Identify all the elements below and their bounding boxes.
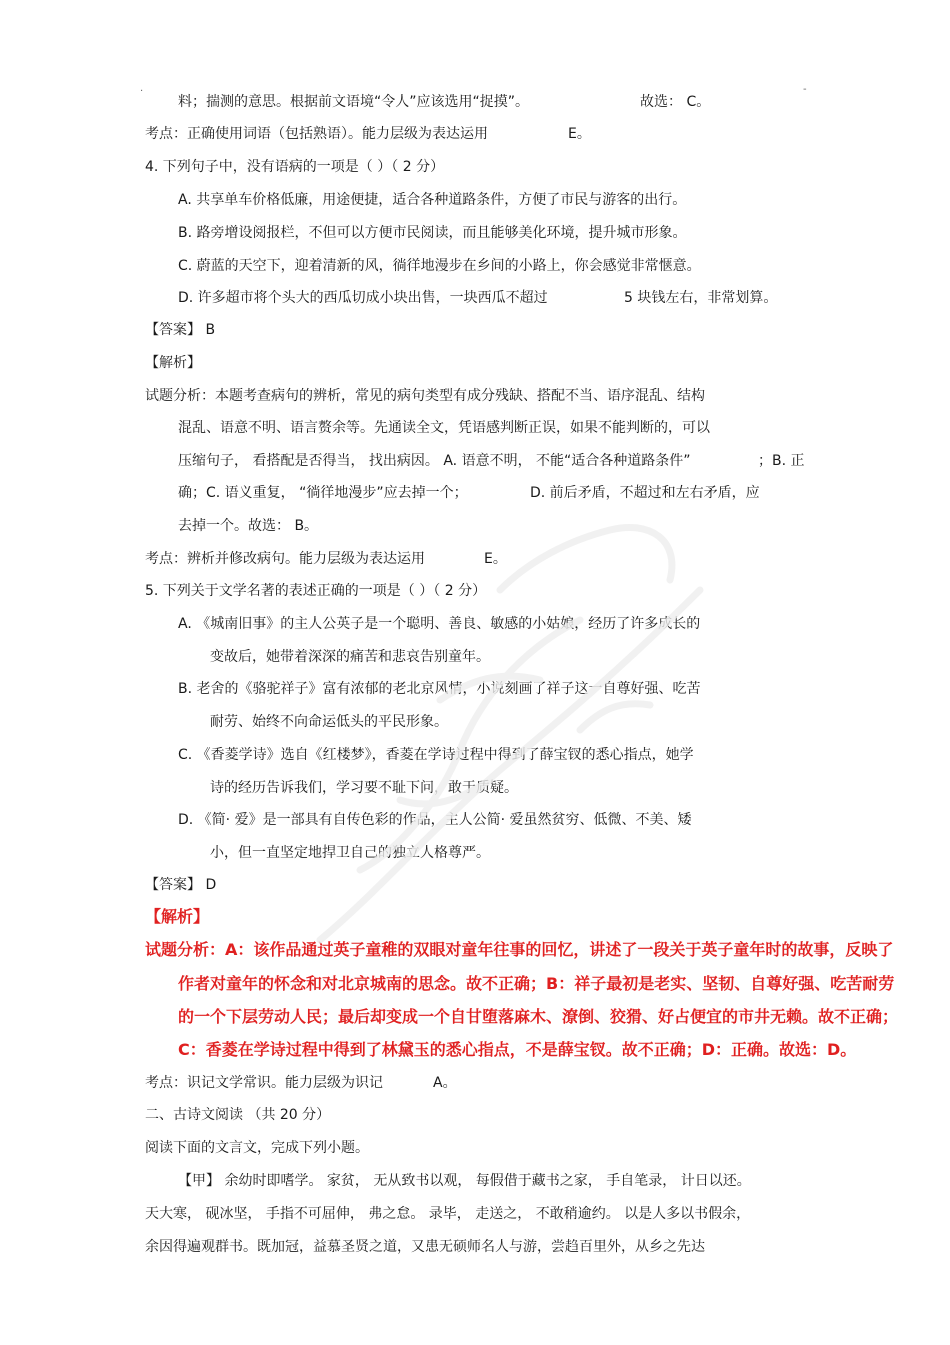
question-5-option-d-cont: 小，但一直坚定地捍卫自己的独立人格尊严。	[210, 845, 490, 861]
analysis-4-line-2: 混乱、语意不明、语言赘余等。先通读全文，凭语感判断正误，如果不能判断的，可以	[178, 420, 710, 436]
prev-explanation-line: 料；揣测的意思。根据前文语境“令人”应该选用“捉摸”。	[178, 94, 530, 110]
kaodian-5-level: A。	[433, 1075, 457, 1091]
analysis-4-line-4-tail: D. 前后矛盾，不超过和左右矛盾，应	[530, 485, 760, 501]
question-5-option-a: A. 《城南旧事》的主人公英子是一个聪明、善良、敏感的小姑娘，经历了许多成长的	[178, 616, 701, 632]
kaodian-4-level: E。	[484, 551, 507, 567]
question-5-option-d: D. 《简· 爱》是一部具有自传色彩的作品，主人公简· 爱虽然贫穷、低微、不美、矮	[178, 812, 692, 828]
question-5-option-b: B. 老舍的《骆驼祥子》富有浓郁的老北京风情，小说刻画了祥子这一自尊好强、吃苦	[178, 681, 701, 697]
question-4-stem: 4. 下列句子中，没有语病的一项是（ ）（ 2 分）	[145, 159, 445, 175]
analysis-5-line-4: C：香菱在学诗过程中得到了林黛玉的悉心指点，不是薛宝钗。故不正确；D：正确。故选：D。	[178, 1040, 857, 1059]
scan-mark-right: -	[803, 84, 807, 95]
question-5-stem: 5. 下列关于文学名著的表述正确的一项是（ ）（ 2 分）	[145, 583, 487, 599]
question-4-option-c: C. 蔚蓝的天空下，迎着清新的风，徜徉地漫步在乡间的小路上，你会感觉非常惬意。	[178, 258, 701, 274]
prev-choice: 故选： C。	[640, 94, 711, 110]
kaodian-4: 考点：辨析并修改病句。能力层级为表达运用	[145, 551, 425, 567]
prev-kaodian: 考点：正确使用词语（包括熟语）。能力层级为表达运用	[145, 126, 488, 142]
answer-4: 【答案】 B	[145, 322, 216, 338]
analysis-4-line-3: 压缩句子， 看搭配是否得当， 找出病因。 A. 语意不明， 不能“适合各种道路条件”	[178, 453, 691, 469]
analysis-5-line-2: 作者对童年的怀念和对北京城南的思念。故不正确；B：祥子最初是老实、坚韧、自尊好强、吃苦耐劳	[178, 974, 895, 993]
question-5-option-a-cont: 变故后，她带着深深的痛苦和悲哀告别童年。	[210, 649, 490, 665]
question-5-option-c-cont: 诗的经历告诉我们，学习要不耻下问，敢于质疑。	[210, 780, 518, 796]
analysis-5-line-3: 的一个下层劳动人民；最后却变成一个自甘堕落麻木、潦倒、狡猾、好占便宜的市井无赖。故不正确；	[178, 1007, 899, 1026]
analysis-4-heading: 【解析】	[145, 355, 201, 371]
analysis-4-line-3-tail: ；B. 正	[758, 453, 805, 469]
analysis-4-line-4: 确；C. 语义重复， “徜徉地漫步”应去掉一个；	[178, 485, 468, 501]
analysis-5-heading: 【解析】	[145, 907, 210, 926]
answer-5: 【答案】 D	[145, 877, 217, 893]
reading-instruction: 阅读下面的文言文，完成下列小题。	[145, 1140, 369, 1156]
question-4-option-b: B. 路旁增设阅报栏，不但可以方便市民阅读，而且能够美化环境，提升城市形象。	[178, 225, 687, 241]
scan-mark-left: ·	[140, 86, 144, 97]
analysis-4-line-1: 试题分析：本题考查病句的辨析，常见的病句类型有成分残缺、搭配不当、语序混乱、结构	[145, 388, 705, 404]
question-5-option-c: C. 《香菱学诗》选自《红楼梦》，香菱在学诗过程中得到了薛宝钗的悉心指点，她学	[178, 747, 694, 763]
question-5-option-b-cont: 耐劳、始终不向命运低头的平民形象。	[210, 714, 448, 730]
passage-line-2: 天大寒， 砚冰坚， 手指不可屈伸， 弗之怠。 录毕， 走送之， 不敢稍逾约。 以是人多以书假余，	[145, 1206, 751, 1222]
kaodian-5: 考点：识记文学常识。能力层级为识记	[145, 1075, 383, 1091]
prev-kaodian-level: E。	[568, 126, 591, 142]
passage-line-3: 余因得遍观群书。既加冠，益慕圣贤之道，又患无硕师名人与游，尝趋百里外，从乡之先达	[145, 1239, 705, 1255]
analysis-5-line-1: 试题分析：A：该作品通过英子童稚的双眼对童年往事的回忆，讲述了一段关于英子童年时的故事，反映了	[145, 940, 894, 959]
question-4-option-a: A. 共享单车价格低廉，用途便捷，适合各种道路条件，方便了市民与游客的出行。	[178, 192, 687, 208]
question-4-option-d-tail: 5 块钱左右，非常划算。	[624, 290, 778, 306]
analysis-4-line-5: 去掉一个。故选： B。	[178, 518, 319, 534]
question-4-option-d: D. 许多超市将个头大的西瓜切成小块出售，一块西瓜不超过	[178, 290, 548, 306]
section-2-heading: 二、古诗文阅读 （共 20 分）	[145, 1107, 331, 1123]
passage-line-1: 【甲】 余幼时即嗜学。 家贫， 无从致书以观， 每假借于藏书之家， 手自笔录， 计日以还。	[178, 1173, 751, 1189]
